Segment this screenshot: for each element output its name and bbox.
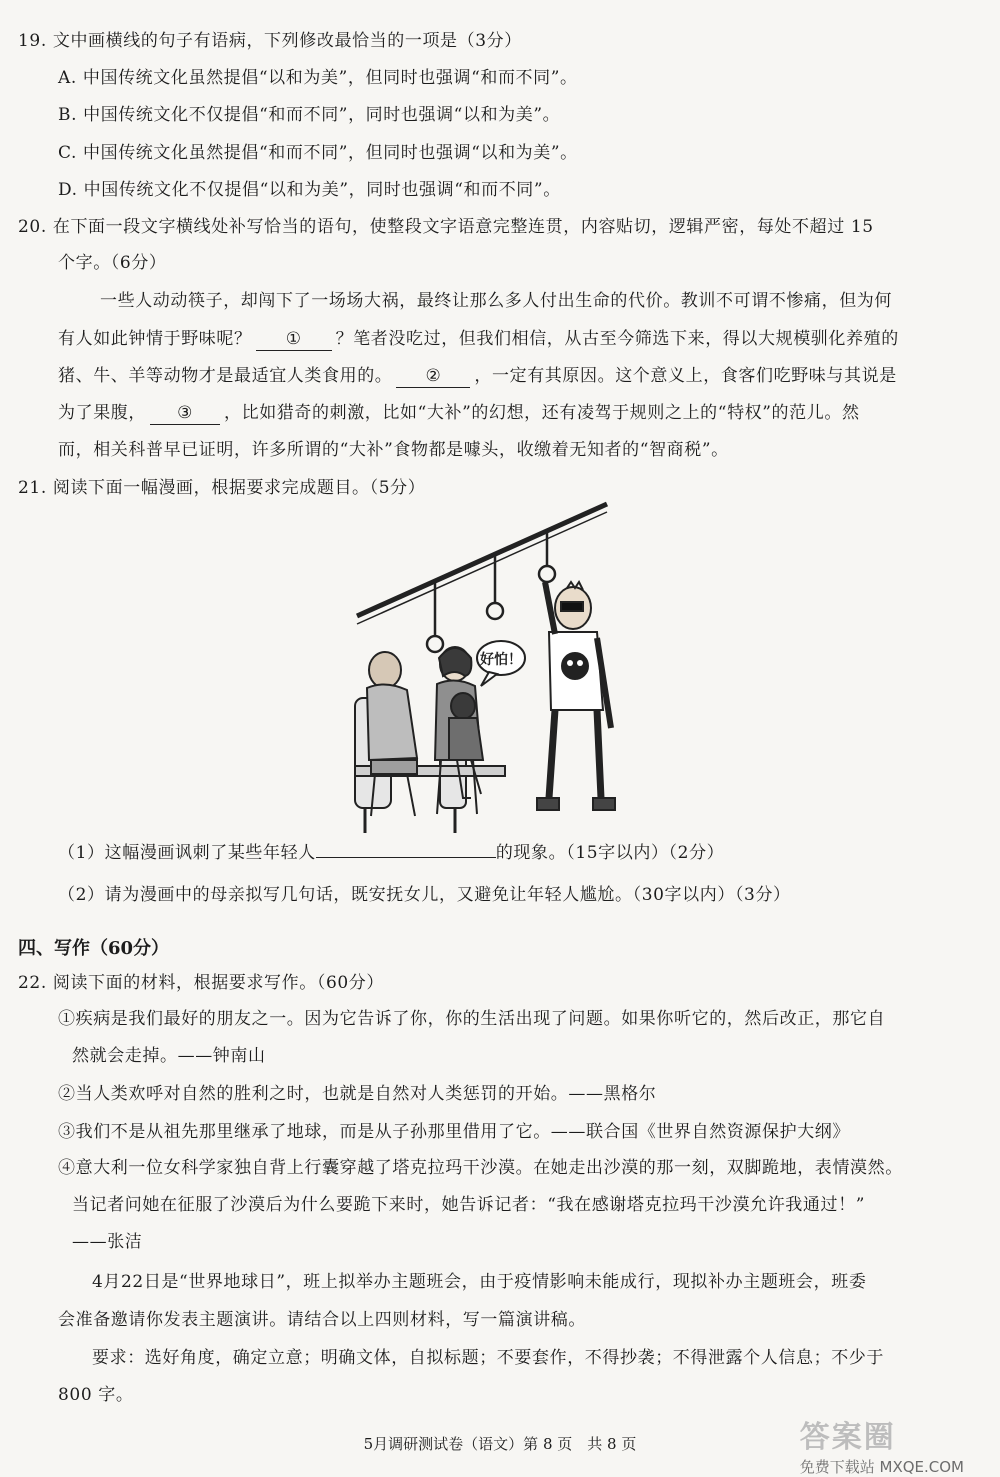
q22-stem: 22. 阅读下面的材料，根据要求写作。（60分）	[18, 973, 384, 993]
q21-sub1-text: （1）这幅漫画讽刺了某些年轻人	[58, 843, 316, 863]
q22-material-1-cont: 然就会走掉。——钟南山	[72, 1046, 266, 1066]
young-man	[537, 582, 615, 810]
q19-option-a: A. 中国传统文化虽然提倡“以和为美”，但同时也强调“和而不同”。	[58, 68, 578, 88]
q21-sub1-text: 的现象。（15字以内）（2分）	[495, 843, 725, 863]
watermark-logo: 答案圈	[799, 1420, 896, 1455]
speech-bubble-text: 好怕！	[480, 652, 522, 668]
section-title: 四、写作（60分）	[18, 938, 170, 959]
q22-requirements-line1: 要求：选好角度，确定立意；明确文体，自拟标题；不要套作，不得抄袭；不得泄露个人信息；不少于	[92, 1348, 884, 1368]
q19-option-c: C. 中国传统文化虽然提倡“和而不同”，但同时也强调“以和为美”。	[58, 143, 578, 163]
q20-text: ，一定有其原因。这个意义上，食客们吃野味与其说是	[474, 366, 897, 386]
q19-option-d: D. 中国传统文化不仅提倡“以和为美”，同时也强调“和而不同”。	[58, 180, 561, 200]
q20-text: ，比如猎奇的刺激，比如“大补”的幻想，还有凌驾于规则之上的“特权”的范儿。然	[224, 403, 860, 423]
q20-stem-line1: 20. 在下面一段文字横线处补写恰当的语句，使整段文字语意完整连贯，内容贴切，逻辑严密，每处不超过 15	[18, 217, 874, 237]
q21-answer-blank	[316, 857, 496, 858]
skull-shirt-icon	[562, 653, 588, 679]
q19-stem: 19. 文中画横线的句子有语病，下列修改最恰当的一项是（3分）	[18, 31, 522, 51]
q20-paragraph-line3	[58, 365, 897, 388]
q21-stem: 21. 阅读下面一幅漫画，根据要求完成题目。（5分）	[18, 478, 426, 498]
q20-blank-1: ①	[256, 328, 332, 351]
watermark-url: MXQE.COM	[879, 1458, 964, 1476]
q21-sub-question-2: （2）请为漫画中的母亲拟写几句话，既安抚女儿，又避免让年轻人尴尬。（30字以内）（3分）	[58, 885, 791, 905]
q20-stem-line2: 个字。（6分）	[58, 253, 167, 273]
q22-material-2: ②当人类欢呼对自然的胜利之时，也就是自然对人类惩罚的开始。——黑格尔	[58, 1084, 657, 1104]
q22-material-3: ③我们不是从祖先那里继承了地球，而是从子孙那里借用了它。——联合国《世界自然资源保护大纲》	[58, 1122, 850, 1142]
q20-blank-3: ③	[150, 402, 220, 425]
cartoon-illustration	[345, 498, 635, 843]
q20-paragraph-line2	[58, 328, 899, 351]
q20-paragraph-line4	[58, 402, 860, 425]
q21-sub-question-1	[58, 842, 724, 864]
q22-requirements-line2: 800 字。	[58, 1385, 134, 1405]
q22-material-1: ①疾病是我们最好的朋友之一。因为它告诉了你，你的生活出现了问题。如果你听它的，然后改正，那它自	[58, 1009, 886, 1029]
q19-option-b: B. 中国传统文化不仅提倡“和而不同”，同时也强调“以和为美”。	[58, 105, 561, 125]
watermark-label: 免费下载站	[799, 1458, 875, 1476]
q22-task-line1: 4月22日是“世界地球日”，班上拟举办主题班会，由于疫情影响未能成行，现拟补办主题班会，班委	[92, 1272, 867, 1292]
q22-task-line2: 会准备邀请你发表主题演讲。请结合以上四则材料，写一篇演讲稿。	[58, 1310, 586, 1330]
q20-paragraph-line5: 而，相关科普早已证明，许多所谓的“大补”食物都是噱头，收缴着无知者的“智商税”。	[58, 440, 729, 460]
hanging-straps	[427, 532, 555, 652]
watermark	[800, 1412, 964, 1477]
q20-blank-2: ②	[396, 365, 470, 388]
page-footer: 5月调研测试卷（语文）第 8 页 共 8 页	[363, 1435, 637, 1453]
q20-text: 猪、牛、羊等动物才是最适宜人类食用的。	[58, 366, 393, 386]
q22-material-4-cont: 当记者问她在征服了沙漠后为什么要跪下来时，她告诉记者：“我在感谢塔克拉玛干沙漠允许我通过！”	[72, 1195, 865, 1215]
q22-material-4: ④意大利一位女科学家独自背上行囊穿越了塔克拉玛干沙漠。在她走出沙漠的那一刻，双脚跪地，表情漠然。	[58, 1158, 903, 1178]
speech-bubble	[477, 641, 525, 686]
q20-paragraph-line1: 一些人动动筷子，却闯下了一场场大祸，最终让那么多人付出生命的代价。教训不可谓不惨痛，但为何	[100, 291, 892, 311]
sunglasses-icon	[561, 602, 583, 611]
q20-text: 为了果腹，	[58, 403, 146, 423]
q22-material-4-author: ——张洁	[72, 1232, 143, 1252]
q20-text: 有人如此钟情于野味呢？	[58, 329, 252, 349]
q20-text: ？笔者没吃过，但我们相信，从古至今筛选下来，得以大规模驯化养殖的	[335, 329, 899, 349]
